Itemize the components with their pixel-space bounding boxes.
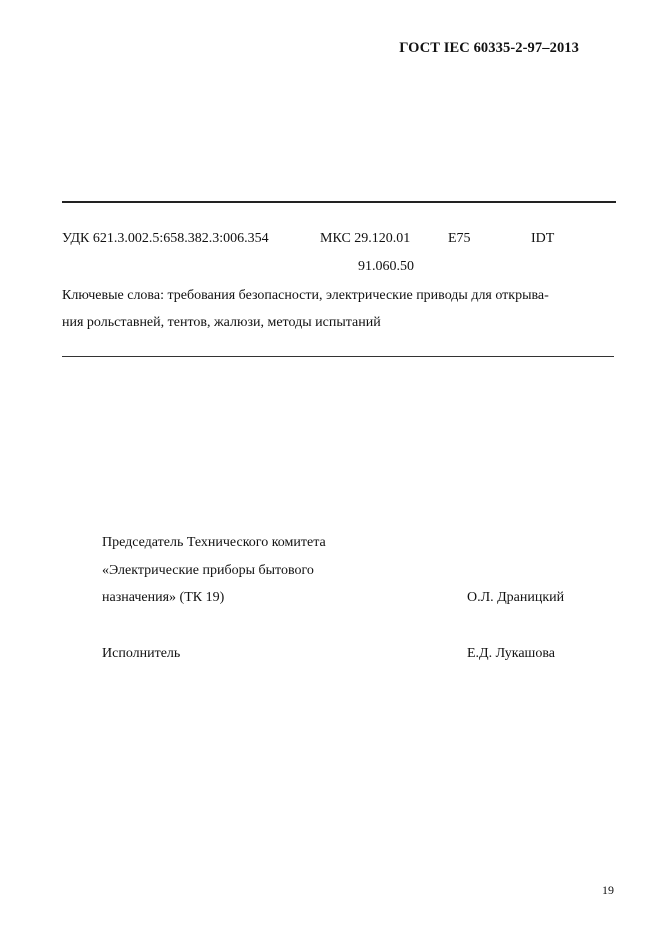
chair-name: О.Л. Драницкий bbox=[467, 590, 565, 605]
chair-title-line-1: Председатель Технического комитета bbox=[102, 535, 326, 550]
executor-label: Исполнитель bbox=[102, 646, 181, 661]
keywords-line-2: ния рольставней, тентов, жалюзи, методы испытаний bbox=[62, 315, 381, 330]
udk-code: УДК 621.3.002.5:658.382.3:006.354 bbox=[62, 231, 269, 246]
chair-title-line-2: «Электрические приборы бытового bbox=[102, 563, 314, 578]
okp-code: Е75 bbox=[448, 231, 471, 246]
chair-title-line-3: назначения» (ТК 19) bbox=[102, 590, 225, 605]
bottom-divider bbox=[62, 356, 614, 357]
executor-name: Е.Д. Лукашова bbox=[467, 646, 555, 661]
standard-code: ГОСТ IEC 60335-2-97–2013 bbox=[399, 40, 579, 56]
mks-code-2: 91.060.50 bbox=[358, 259, 414, 274]
top-divider bbox=[62, 201, 616, 203]
mks-code-1: МКС 29.120.01 bbox=[320, 231, 411, 246]
harmonization-degree: IDT bbox=[531, 231, 555, 246]
keywords-line-1: Ключевые слова: требования безопасности, электрические приводы для открыва- bbox=[62, 288, 549, 303]
page-number: 19 bbox=[602, 883, 614, 897]
